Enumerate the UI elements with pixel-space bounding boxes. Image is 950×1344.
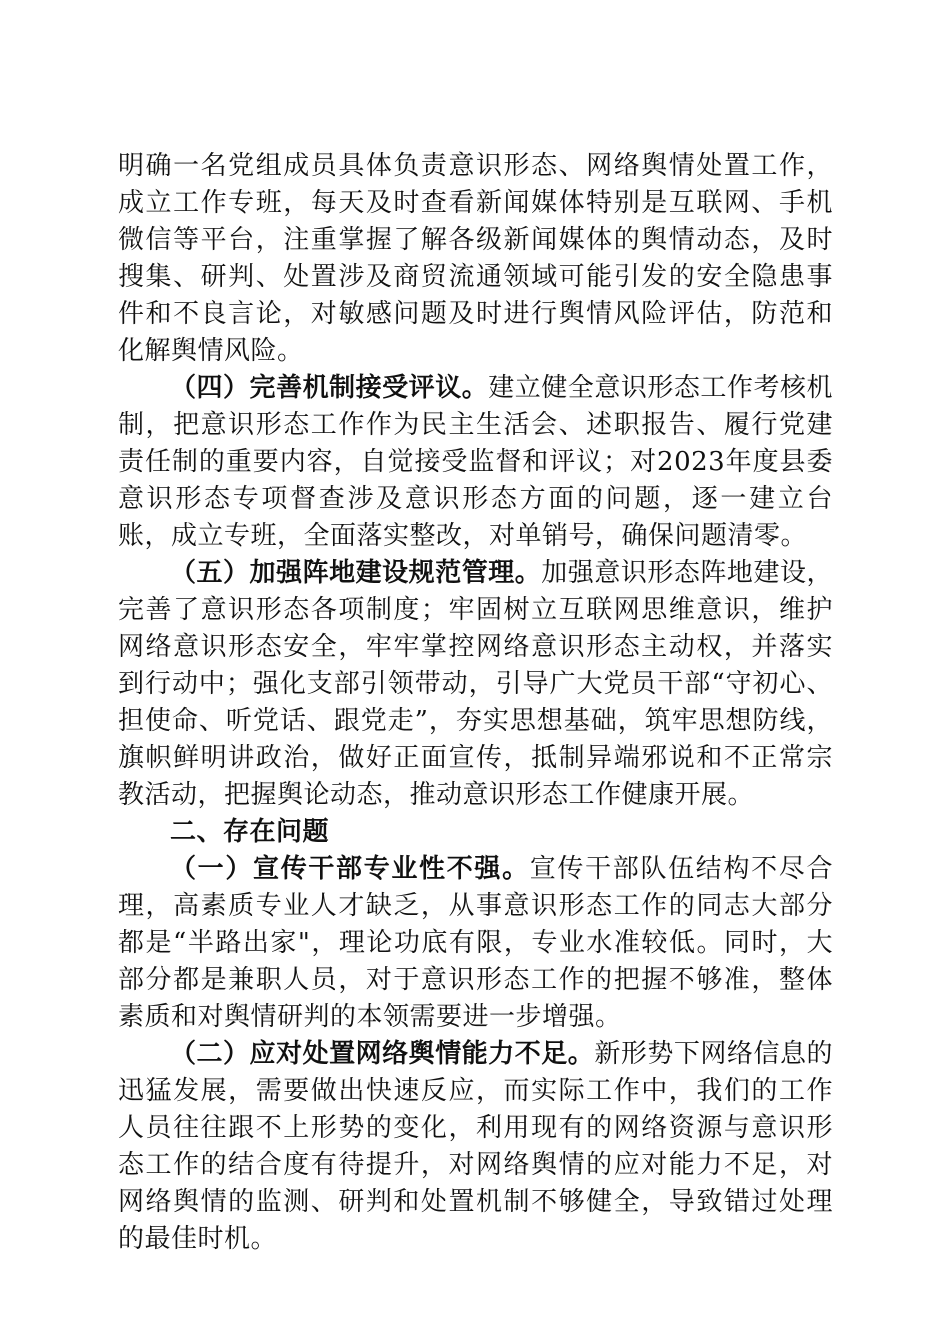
paragraph-body: 宣传干部队伍结构不尽合理，高素质专业人才缺乏，从事意识形态工作的同志大部分都是“半路出家"，理论功底有限，专业水准较低。同时，大部分都是兼职人员，对于意识形态工作的把握不够准，整体素质和对舆情研判的本领需要进一步增强。 xyxy=(118,854,833,1032)
paragraph-improve-mechanism xyxy=(118,370,833,555)
paragraph-continued: 明确一名党组成员具体负责意识形态、网络舆情处置工作，成立工作专班，每天及时查看新闻媒体特别是互联网、手机微信等平台，注重掌握了解各级新闻媒体的舆情动态，及时搜集、研判、处置涉及商贸流通领域可能引发的安全隐患事件和不良言论，对敏感问题及时进行舆情风险评估，防范和化解舆情风险。 xyxy=(118,151,833,366)
paragraph-body: 建立健全意识形态工作考核机制，把意识形态工作作为民主生活会、述职报告、履行党建责任制的重要内容，自觉接受监督和评议；对2023年度县委意识形态专项督查涉及意识形态方面的问题，逐一建立台账，成立专班，全面落实整改，对单销号，确保问题清零。 xyxy=(118,373,833,551)
paragraph-online-opinion xyxy=(118,1036,833,1258)
paragraph-body: 加强意识形态阵地建设，完善了意识形态各项制度；牢固树立互联网思维意识，维护网络意识形态安全，牢牢掌控网络意识形态主动权，并落实到行动中；强化支部引领带动，引导广大党员干部“守初心、担使命、听党话、跟党走”，夯实思想基础，筑牢思想防线，旗帜鲜明讲政治，做好正面宣传，抵制异端邪说和不正常宗教活动，把握舆论动态，推动意识形态工作健康开展。 xyxy=(118,558,833,810)
paragraph-lead: （一）宣传干部专业性不强。 xyxy=(170,854,530,884)
section-heading-problems: 二、存在问题 xyxy=(170,817,330,847)
paragraph-body: 新形势下网络信息的迅猛发展，需要做出快速反应，而实际工作中，我们的工作人员往往跟不上形势的变化，利用现有的网络资源与意识形态工作的结合度有待提升，对网络舆情的应对能力不足，对网络舆情的监测、研判和处置机制不够健全，导致错过处理的最佳时机。 xyxy=(118,1039,833,1254)
paragraph-lead: （四）完善机制接受评议。 xyxy=(170,373,489,403)
paragraph-lead: （二）应对处置网络舆情能力不足。 xyxy=(170,1039,595,1069)
paragraph-position-building xyxy=(118,555,833,814)
document-page xyxy=(118,148,833,1258)
paragraph-lead: （五）加强阵地建设规范管理。 xyxy=(170,558,542,588)
paragraph-staff-expertise xyxy=(118,851,833,1036)
